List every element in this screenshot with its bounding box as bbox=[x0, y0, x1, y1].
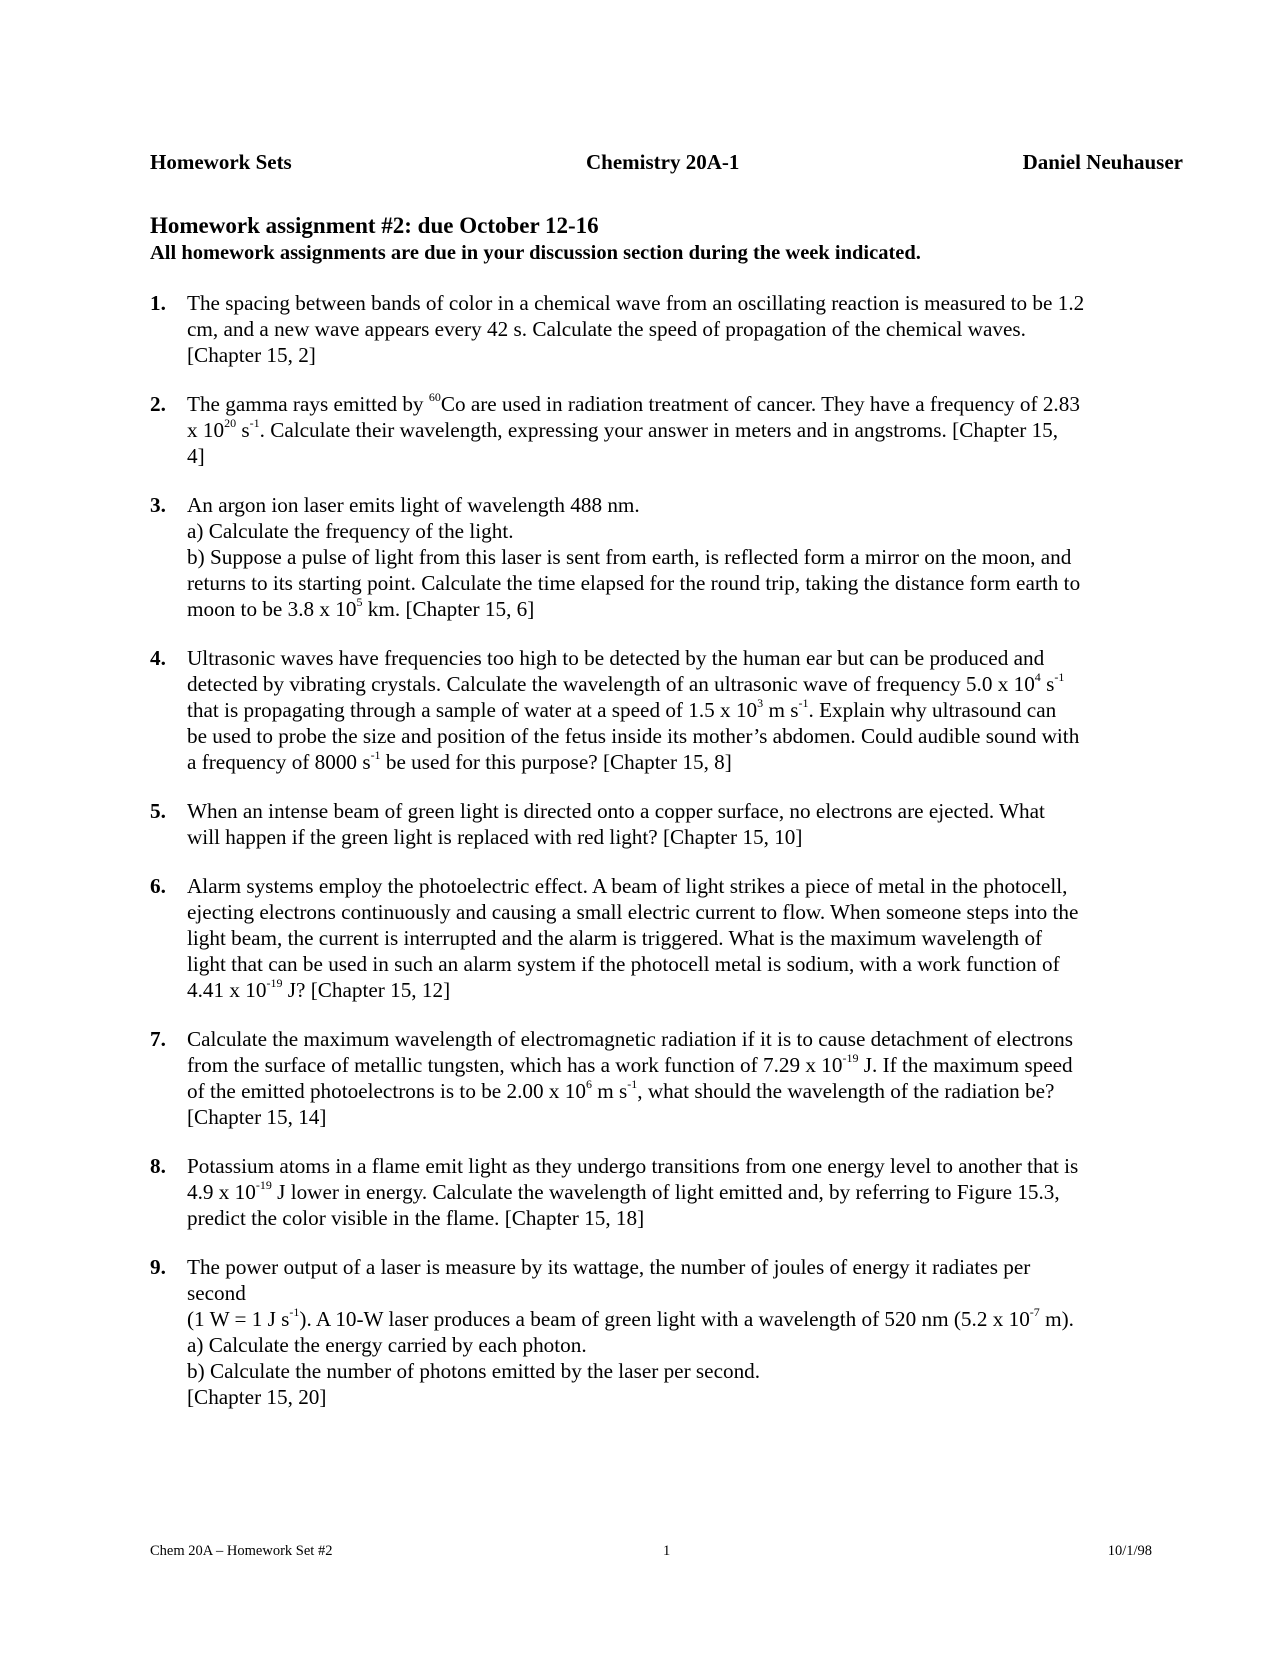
problem-3 bbox=[150, 492, 1160, 622]
problem-7 bbox=[150, 1026, 1160, 1130]
footer-doc-label: Chem 20A – Homework Set #2 bbox=[150, 1543, 333, 1559]
problem-text: The spacing between bands of color in a chemical wave from an oscillating reaction is measured to be 1.2 cm, and a new wave appears every 42 s. Calculate the speed of propagation of the chemical waves. [Chapter 15, 2] bbox=[187, 291, 1085, 367]
page-subtitle: All homework assignments are due in your discussion section during the week indicated. bbox=[150, 242, 921, 264]
problem-list bbox=[150, 290, 1160, 1433]
problem-text: An argon ion laser emits light of wavelength 488 nm. a) Calculate the frequency of the light. b) Suppose a pulse of light from this laser is sent from earth, is reflected form a mirror on the moon, and returns to its starting point. Calculate the time elapsed for the round trip, taking the distance form earth to moon to be 3.8 x $10^5$ km. [Chapter 15, 6] bbox=[187, 493, 1081, 621]
problem-9 bbox=[150, 1254, 1160, 1410]
problem-number: 7. bbox=[150, 1027, 166, 1051]
problem-number: 3. bbox=[150, 493, 166, 517]
problem-text: When an intense beam of green light is directed onto a copper surface, no electrons are ejected. What will happen if the green light is replaced with red light? [Chapter 15, 10] bbox=[187, 799, 1045, 849]
problem-number: 1. bbox=[150, 291, 166, 315]
problem-text: The power output of a laser is measure by its wattage, the number of joules of energy it radiates per second (1 W = 1 J $s^{-1}$). A 10-W laser produces a beam of green light with a wavelength of 520 nm (5.2 x $10^{-7}$ m). a) Calculate the energy carried by each photon. b) Calculate the number of photons emitted by the laser per second. [Chapter 15, 20] bbox=[187, 1255, 1074, 1409]
problem-1 bbox=[150, 290, 1160, 368]
problem-8 bbox=[150, 1153, 1160, 1231]
header-course-title: Chemistry 20A-1 bbox=[586, 150, 740, 174]
problem-number: 9. bbox=[150, 1255, 166, 1279]
problem-number: 5. bbox=[150, 799, 166, 823]
problem-2 bbox=[150, 391, 1160, 469]
problem-number: 6. bbox=[150, 874, 166, 898]
problem-text: Ultrasonic waves have frequencies too high to be detected by the human ear but can be produced and detected by vibrating crystals. Calculate the wavelength of an ultrasonic wave of frequency 5.0 x $10^4$ $s^{-1}$ that is propagating through a sample of water at a speed of 1.5 x $10^3$ m $s^{-1}$. Explain why ultrasound can be used to probe the size and position of the fetus inside its mother’s abdomen. Could audible sound with a frequency of 8000 $s^{-1}$ be used for this purpose? [Chapter 15, 8] bbox=[187, 646, 1080, 774]
footer-page-number: 1 bbox=[663, 1543, 671, 1559]
problem-5 bbox=[150, 798, 1160, 850]
problem-text: The gamma rays emitted by $^{60}$Co are used in radiation treatment of cancer. They have a frequency of 2.83 x $10^{20}$ $s^{-1}$. Calculate their wavelength, expressing your answer in meters and in angstroms. [Chapter 15, 4] bbox=[187, 389, 1080, 468]
problem-number: 2. bbox=[150, 392, 166, 416]
problem-number: 8. bbox=[150, 1154, 166, 1178]
problem-text: Alarm systems employ the photoelectric effect. A beam of light strikes a piece of metal in the photocell, ejecting electrons continuously and causing a small electric current to flow. When someone steps into the light beam, the current is interrupted and the alarm is triggered. What is the maximum wavelength of light that can be used in such an alarm system if the photocell metal is sodium, with a work function of 4.41 x $10^{-19}$ J? [Chapter 15, 12] bbox=[187, 874, 1079, 1002]
header-course-label: Homework Sets bbox=[150, 150, 292, 174]
problem-text: Calculate the maximum wavelength of electromagnetic radiation if it is to cause detachment of electrons from the surface of metallic tungsten, which has a work function of 7.29 x $10^{-19}$ J. If the maximum speed of the emitted photoelectrons is to be 2.00 x $10^6$ m $s^{-1}$, what should the wavelength of the radiation be? [Chapter 15, 14] bbox=[187, 1027, 1074, 1129]
footer-date: 10/1/98 bbox=[1107, 1543, 1152, 1559]
problem-text: Potassium atoms in a flame emit light as they undergo transitions from one energy level to another that is 4.9 x $10^{-19}$ J lower in energy. Calculate the wavelength of light emitted and, by referring to Figure 15.3, predict the color visible in the flame. [Chapter 15, 18] bbox=[187, 1154, 1079, 1230]
problem-6 bbox=[150, 873, 1160, 1003]
header-instructor: Daniel Neuhauser bbox=[1022, 150, 1183, 174]
problem-number: 4. bbox=[150, 646, 166, 670]
page-title: Homework assignment #2: due October 12-16 bbox=[150, 213, 599, 238]
problem-4 bbox=[150, 645, 1160, 775]
